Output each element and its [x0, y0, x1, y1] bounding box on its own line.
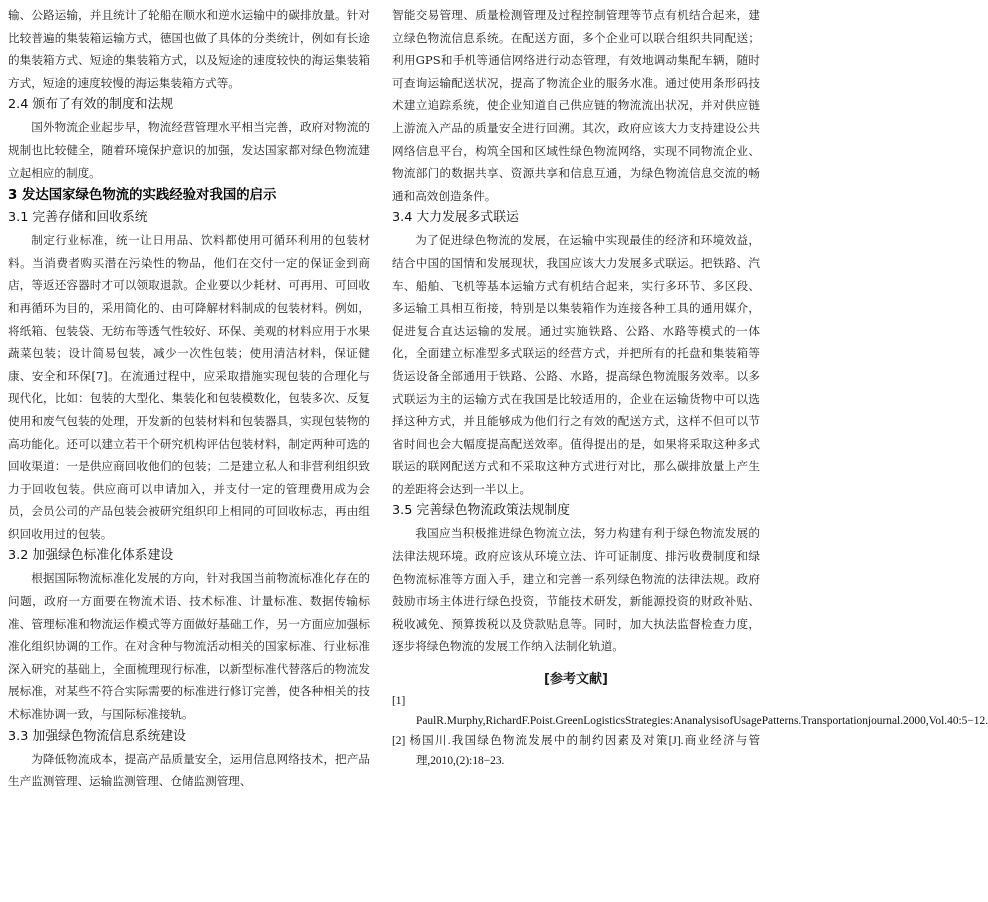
left-column — [8, 4, 370, 793]
section-3-2-paragraph: 根据国际物流标准化发展的方向，针对我国当前物流标准化存在的问题，政府一方面要在物流术语、技术标准、计量标准、数据传输标准、管理标准和物流运作模式等方面做好基础工作，另一方面应加强标准化组织协调的工作。在对含种与物流活动相关的国家标准、行业标准深入研究的基础上，全面梳理现行标准，以新型标准代替落后的物流发展标准，对某些不符合实际需要的标准进行修订完善，使各种相关的技术标准协调一致，与国际标准接轨。 — [8, 571, 370, 722]
section-3-3-heading: 3.3 加强绿色物流信息系统建设 — [8, 728, 186, 744]
right-continued-paragraph: 智能交易管理、质量检测管理及过程控制管理等节点有机结合起来，建立绿色物流信息系统。在配送方面，多个企业可以联合组织共同配送；利用GPS和手机等通信网络进行动态管理，有效地调动集配车辆，随时可查询运输配送状况，提高了物流企业的服务水准。通过使用条形码技术建立追踪系统，使企业知道自己供应链的物流流出状况，并对供应链上游流入产品的质量安全进行回溯。其次，政府应该大力支持建设公共网络信息平台，构筑全国和区域性绿色物流网络，实现不同物流企业、物流部门的数据共享、资源共享和信息互通，为绿色物流信息交流的畅通和高效创造条件。 — [392, 8, 760, 203]
section-2-4-heading: 2.4 颁布了有效的制度和法规 — [8, 97, 174, 113]
section-3-2-heading: 3.2 加强绿色标准化体系建设 — [8, 548, 174, 564]
section-3-5-heading: 3.5 完善绿色物流政策法规制度 — [392, 503, 570, 519]
references-title: [参考文献] — [544, 672, 608, 688]
reference-item: [1] PaulR.Murphy,RichardF.Poist.GreenLogisticsStrategies:AnanalysisofUsagePatterns.Transportationjournal.2000,Vol.40:5−12. — [392, 695, 988, 728]
chapter-3-heading: 3 发达国家绿色物流的实践经验对我国的启示 — [8, 188, 277, 204]
section-3-1-heading: 3.1 完善存储和回收系统 — [8, 210, 148, 226]
section-3-5-paragraph: 我国应当积极推进绿色物流立法，努力构建有利于绿色物流发展的法律法规环境。政府应该从环境立法、许可证制度、排污收费制度和绿色物流标准等方面入手，建立和完善一系列绿色物流的法律法规。政府鼓励市场主体进行绿色投资，节能技术研发，新能源投资的财政补贴、税收减免、预算拨税以及贷款贴息等。同时，加大执法监督检查力度，逐步将绿色物流的发展工作纳入法制化轨道。 — [392, 526, 760, 654]
section-3-4-heading: 3.4 大力发展多式联运 — [392, 210, 519, 226]
section-3-3-paragraph: 为降低物流成本，提高产品质量安全，运用信息网络技术，把产品生产监测管理、运输监测管理、仓储监测管理、 — [8, 751, 370, 789]
section-2-4-paragraph: 国外物流企业起步早，物流经营管理水平相当完善，政府对物流的规制也比较健全，随着环境保护意识的加强，发达国家都对绿色物流建立起相应的制度。 — [8, 120, 370, 180]
section-3-1-paragraph: 制定行业标准，统一让日用品、饮料都使用可循环利用的包装材料。当消费者购买潜在污染性的物品，他们在交付一定的保证金到商店，等返还容器时才可以领取退款。企业要以少耗材、可再用、可回收和再循环为目的，采用简化的、由可降解材料制成的包装材料。例如，将纸箱、包装袋、无纺布等透气性较好、环保、美观的材料应用于水果蔬菜包装；设计简易包装，减少一次性包装；使用清洁材料，保证健康、安全和环保[7]。在流通过程中，应采取措施实现包装的合理化与现代化，比如：包装的大型化、集装化和包装模数化，包装多次、反复使用和废气包装的处理，开发新的包装材料和包装器具，实现包装物的高功能化。还可以建立若干个研究机构评估包装材料，制定两种可选的回收渠道：一是供应商回收他们的包装；二是建立私人和非营利组织致力于回收包装。供应商可以申请加入，并支付一定的管理费用成为会员，会员公司的产品包装会被研究组织印上相同的可回收标志，再由组织回收用过的包装。 — [8, 233, 370, 541]
section-3-4-paragraph: 为了促进绿色物流的发展，在运输中实现最佳的经济和环境效益，结合中国的国情和发展现状，我国应该大力发展多式联运。把铁路、汽车、船舶、飞机等基本运输方式有机结合起来，实行多环节、多区段、多运输工具相互衔接，特别是以集装箱作为连接各种工具的通用媒介，促进复合直达运输的发展。通过实施铁路、公路、水路等模式的一体化，全面建立标准型多式联运的经营方式，并把所有的托盘和集装箱等货运设备全部通用于铁路、公路、水路，提高绿色物流服务效率。以多式联运为主的运输方式在我国是比较适用的，企业在运输货物中可以选择这种方式，并且能够成为他们行之有效的配送方式，这样不但可以节省时间也会大幅度提高配送效率。值得提出的是，如果将采取这种多式联运的联网配送方式和不采取这种方式进行对比，那么碳排放量上产生的差距将会达到一半以上。 — [392, 233, 760, 496]
reference-item: [2] 杨国川.我国绿色物流发展中的制约因素及对策[J].商业经济与管理,2010,(2):18−23. — [392, 735, 760, 768]
right-column — [392, 4, 988, 771]
left-continued-paragraph: 输、公路运输，并且统计了轮船在顺水和逆水运输中的碳排放量。针对比较普遍的集装箱运输方式，德国也做了具体的分类统计，例如有长途的集装箱方式、短途的集装箱方式，以及短途的速度较快的海运集装箱方式，短途的速度较慢的海运集装箱方式等。 — [8, 8, 370, 90]
